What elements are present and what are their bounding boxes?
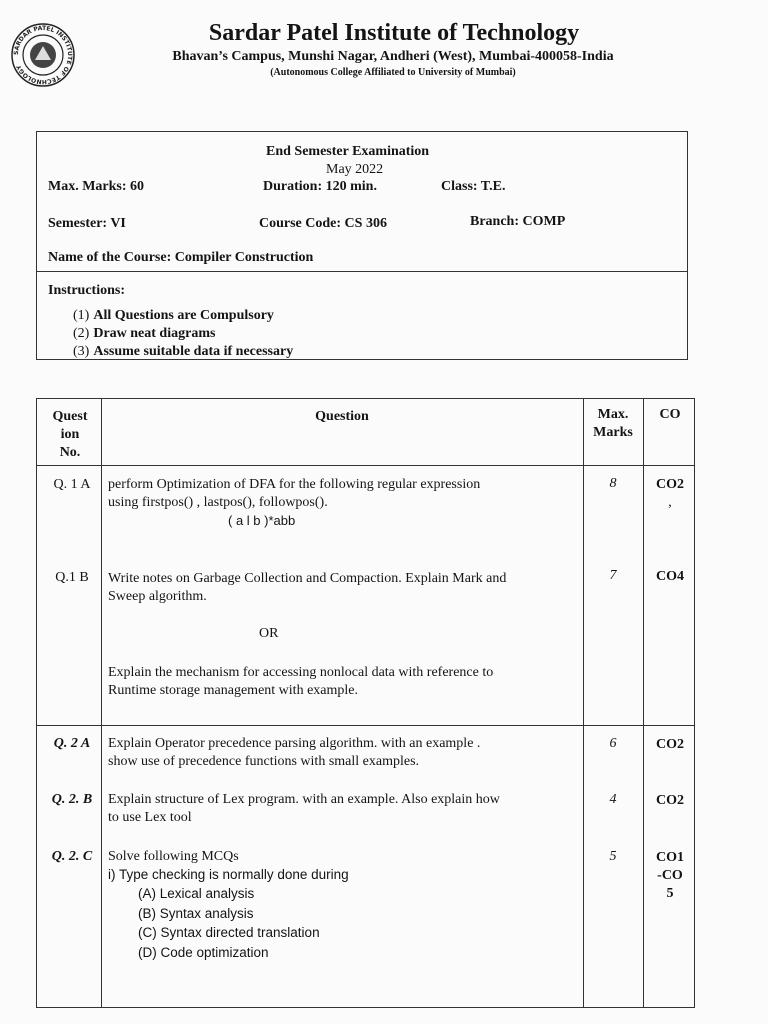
question-number: Q. 2 A <box>53 736 91 751</box>
exam-title: End Semester Examination <box>266 144 430 159</box>
max-marks: Max. Marks: 60 <box>48 179 145 194</box>
header-question-no: Quest ion No. <box>52 409 88 460</box>
mcq-option: (A) Lexical analysis <box>138 886 255 901</box>
col-divider <box>643 399 644 1007</box>
question-marks: 4 <box>609 792 617 807</box>
col-divider <box>583 399 584 1007</box>
question-number: Q.1 B <box>55 570 89 585</box>
question-co: CO2 <box>656 737 684 752</box>
question-number: Q. 2. C <box>51 849 93 864</box>
mcq-option: (B) Syntax analysis <box>138 905 254 921</box>
header-question: Question <box>315 409 369 424</box>
question-text: Solve following MCQs i) Type checking is normally done during (A) Lexical analysis (B) Syntax analysis (C) Syntax directed translation (D) Code optimization <box>108 848 578 962</box>
question-co: CO2 <box>656 793 684 808</box>
header-max-marks: Max. Marks <box>593 407 633 440</box>
instruction-item: (3) Assume suitable data if necessary <box>73 344 294 359</box>
question-text: Write notes on Garbage Collection and Compaction. Explain Mark and Sweep algorithm. <box>108 571 507 604</box>
question-co: CO1 -CO 5 <box>656 850 684 901</box>
question-text: Explain structure of Lex program. with an example. Also explain how to use Lex tool <box>108 792 500 825</box>
svg-text:SARDAR PATEL INSTITUTE OF TECH: SARDAR PATEL INSTITUTE OF TECHNOLOGY <box>12 24 74 86</box>
question-text-alternative: Explain the mechanism for accessing nonlocal data with reference to Runtime storage management with example. <box>108 665 494 698</box>
exam-session: May 2022 <box>326 162 384 177</box>
institute-affiliation: (Autonomous College Affiliated to University of Mumbai) <box>270 67 516 78</box>
or-separator: OR <box>259 626 279 641</box>
class: Class: T.E. <box>441 179 506 194</box>
semester: Semester: VI <box>48 216 126 231</box>
exam-header-box <box>36 131 688 360</box>
header-divider <box>37 271 687 272</box>
instructions-heading: Instructions: <box>48 283 126 298</box>
institute-address: Bhavan’s Campus, Munshi Nagar, Andheri (West), Mumbai-400058-India <box>172 49 614 64</box>
instruction-item: (2) Draw neat diagrams <box>73 326 216 341</box>
question-text: perform Optimization of DFA for the following regular expression using firstpos() , lastpos(), followpos(). ( a l b )*abb <box>108 477 481 528</box>
institute-name: Sardar Patel Institute of Technology <box>208 20 580 46</box>
row-divider <box>37 465 694 466</box>
mcq-option: (D) Code optimization <box>138 944 269 960</box>
question-co: CO2 , <box>656 477 684 510</box>
question-marks: 5 <box>609 849 617 864</box>
row-divider <box>37 725 694 726</box>
header-co: CO <box>659 407 681 422</box>
instructions-list <box>73 307 293 361</box>
question-text: Explain Operator precedence parsing algorithm. with an example . show use of precedence functions with small examples. <box>108 736 481 769</box>
course-code: Course Code: CS 306 <box>259 216 387 231</box>
question-table <box>36 398 695 1008</box>
question-co: CO4 <box>656 569 684 584</box>
question-marks: 7 <box>609 568 617 583</box>
question-marks: 6 <box>609 736 617 751</box>
duration: Duration: 120 min. <box>263 179 377 194</box>
col-divider <box>101 399 102 1007</box>
question-number: Q. 2. B <box>51 792 93 807</box>
question-marks: 8 <box>609 476 617 491</box>
course-name: Name of the Course: Compiler Construction <box>48 250 314 265</box>
instruction-item: (1) All Questions are Compulsory <box>73 308 274 323</box>
branch: Branch: COMP <box>470 214 566 229</box>
mcq-option: (C) Syntax directed translation <box>138 925 320 940</box>
question-number: Q. 1 A <box>53 477 91 492</box>
